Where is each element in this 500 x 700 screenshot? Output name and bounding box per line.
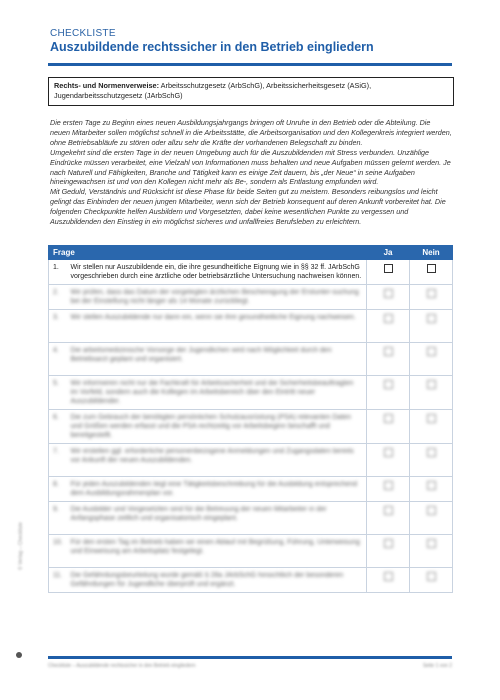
yes-cell — [367, 343, 410, 376]
yes-checkbox[interactable] — [384, 448, 393, 457]
yes-cell — [367, 568, 410, 593]
row-question: Wir stellen Auszubildende nur dann ein, wenn sie ihre gesundheitliche Eignung nachweisen. — [67, 310, 367, 343]
no-checkbox[interactable] — [427, 289, 436, 298]
table-row — [49, 285, 453, 310]
row-number: 11. — [49, 568, 67, 593]
footer-text: Checkliste – Auszubildende rechtssicher in den Betrieb eingliedern — [48, 663, 196, 669]
yes-cell — [367, 376, 410, 410]
yes-checkbox[interactable] — [384, 506, 393, 515]
yes-checkbox[interactable] — [384, 414, 393, 423]
no-checkbox[interactable] — [427, 506, 436, 515]
row-number: 4. — [49, 343, 67, 376]
no-checkbox[interactable] — [427, 448, 436, 457]
header-rule — [48, 63, 452, 66]
no-cell — [410, 477, 453, 502]
no-checkbox[interactable] — [427, 414, 436, 423]
references-text: Arbeitsschutzgesetz (ArbSchG), Arbeitssicherheitsgesetz (ASiG), Jugendarbeitsschutzgesetz (JArbSchG) — [54, 81, 372, 100]
row-question: Die arbeitsmedizinische Vorsorge der Jugendlichen wird nach Möglichkeit durch den Betriebsarzt geplant und organisiert. — [67, 343, 367, 376]
row-number: 10. — [49, 535, 67, 568]
yes-cell — [367, 260, 410, 285]
row-number: 7. — [49, 444, 67, 477]
references-box — [48, 77, 454, 106]
yes-cell — [367, 444, 410, 477]
no-checkbox[interactable] — [427, 539, 436, 548]
yes-checkbox[interactable] — [384, 481, 393, 490]
table-row — [49, 502, 453, 535]
table-row — [49, 444, 453, 477]
yes-cell — [367, 502, 410, 535]
yes-cell — [367, 535, 410, 568]
row-number: 6. — [49, 410, 67, 444]
table-row — [49, 260, 453, 285]
no-cell — [410, 535, 453, 568]
side-text: © Verlag – Checkliste — [18, 522, 24, 570]
yes-cell — [367, 285, 410, 310]
no-checkbox[interactable] — [427, 380, 436, 389]
row-question: Die Gefährdungsbeurteilung wurde gemäß § 28a JArbSchG hinsichtlich der besonderen Gefährdungen für Jugendliche überprüft und ergänzt. — [67, 568, 367, 593]
row-question: Wir prüfen, dass das Datum der vorgelegten ärztlichen Bescheinigung der Erstunter-suchung bei der Einstellung nicht länger als 14 Monate zurückliegt. — [67, 285, 367, 310]
yes-checkbox[interactable] — [384, 289, 393, 298]
no-checkbox[interactable] — [427, 481, 436, 490]
row-number: 2. — [49, 285, 67, 310]
row-question: Für den ersten Tag im Betrieb haben wir einen Ablauf mit Begrüßung, Führung, Unterweisung und Einweisung am Arbeitsplatz festgelegt. — [67, 535, 367, 568]
yes-cell — [367, 310, 410, 343]
no-checkbox[interactable] — [427, 347, 436, 356]
no-cell — [410, 343, 453, 376]
footer — [48, 663, 452, 669]
checklist-table — [48, 245, 453, 593]
row-question: Die Ausbilder und Vorgesetzten sind für die Betreuung der neuen Mitarbeiter in der Anfangsphase zeitlich und organisatorisch eingeplant. — [67, 502, 367, 535]
yes-checkbox[interactable] — [384, 380, 393, 389]
row-number: 1. — [49, 260, 67, 285]
table-row — [49, 568, 453, 593]
yes-checkbox[interactable] — [384, 539, 393, 548]
header-no: Nein — [410, 246, 453, 260]
table-row — [49, 477, 453, 502]
table-row — [49, 535, 453, 568]
table-row — [49, 376, 453, 410]
footer-rule — [48, 656, 452, 659]
row-question: Wir erstellen ggf. erforderliche personenbezogene Anmeldungen und Zugangsdaten bereits vor Ankunft der neuen Auszubildenden. — [67, 444, 367, 477]
row-question: Für jeden Auszubildenden liegt eine Tätigkeitsbeschreibung für die Ausbildung entsprechend dem Ausbildungsrahmenplan vor. — [67, 477, 367, 502]
yes-cell — [367, 477, 410, 502]
document-kicker: CHECKLISTE — [50, 28, 116, 39]
table-row — [49, 310, 453, 343]
no-checkbox[interactable] — [427, 314, 436, 323]
yes-checkbox[interactable] — [384, 572, 393, 581]
no-cell — [410, 260, 453, 285]
table-header-row — [49, 246, 453, 260]
no-cell — [410, 502, 453, 535]
row-number: 5. — [49, 376, 67, 410]
no-checkbox[interactable] — [427, 572, 436, 581]
table-row — [49, 410, 453, 444]
side-marker — [16, 652, 22, 658]
intro-paragraph: Die ersten Tage zu Beginn eines neuen Ausbildungsjahrgangs bringen oft Unruhe in den Betrieb oder die Abteilung. Die neuen Mitarbeiter sollen möglichst schnell in die Arbeitsstätte, die Arbeitsorganisation und den Kollegenkreis integriert werden, ohne Betriebsabläufe zu stören oder allzu sehr die Kräfte der vorhandenen Belegschaft zu binden. Umgekehrt sind die ersten Tage in der neuen Umgebung auch für die Auszubildenden mit Stress verbunden. Unzählige Eindrücke müssen verarbeitet, eine Vielzahl von Informationen muss behalten und neue Aufgaben müssen gelernt werden. Je nach Naturell und Fähigkeiten, Branche und Tätigkeit kann es einige Zeit dauern, bis „der Neue“ in seine Aufgaben hineingewachsen ist und von den Kollegen nicht mehr als Be-, sondern als Entlastung empfunden wird. Mit Geduld, Verständnis und Rücksicht ist diese Phase für beide Seiten gut zu meistern. Besonders reibungslos und leicht gelingt das Einbinden der neuen jungen Mitarbeiter, wenn sich der Betrieb konsequent auf deren Ankunft vorbereitet hat. Die folgenden Checkpunkte helfen Ausbildern und Vorgesetzten, dabei keine wesentlichen Punkte zu vergessen und Auszubildenden den Einstieg in ein möglichst sicheres und unfallfreies Berufsleben zu erleichtern. — [50, 118, 452, 227]
no-cell — [410, 410, 453, 444]
yes-checkbox[interactable] — [384, 264, 393, 273]
no-cell — [410, 376, 453, 410]
header-yes: Ja — [367, 246, 410, 260]
row-question: Die zum Gebrauch der benötigten persönlichen Schutzausrüstung (PSA) relevanten Daten und Größen werden erfasst und die PSA rechtzeitig vor Arbeitsbeginn beschafft und bereitgestellt. — [67, 410, 367, 444]
no-cell — [410, 310, 453, 343]
table-row — [49, 343, 453, 376]
header-question: Frage — [49, 246, 367, 260]
footer-page: Seite 1 von 2 — [422, 663, 452, 669]
yes-checkbox[interactable] — [384, 314, 393, 323]
references-label: Rechts- und Normenverweise: — [54, 81, 160, 90]
no-cell — [410, 285, 453, 310]
row-number: 8. — [49, 477, 67, 502]
yes-cell — [367, 410, 410, 444]
no-cell — [410, 568, 453, 593]
row-number: 9. — [49, 502, 67, 535]
no-cell — [410, 444, 453, 477]
no-checkbox[interactable] — [427, 264, 436, 273]
yes-checkbox[interactable] — [384, 347, 393, 356]
document-title: Auszubildende rechtssicher in den Betrieb eingliedern — [50, 40, 374, 54]
row-question: Wir informieren nicht nur die Fachkraft für Arbeitssicherheit und die Sicherheitsbeauftragten im Vorfeld, sondern auch die Kollegen im Arbeitsbereich über den Eintritt neuer Auszubildender. — [67, 376, 367, 410]
row-number: 3. — [49, 310, 67, 343]
row-question: Wir stellen nur Auszubildende ein, die ihre gesundheitliche Eignung wie in §§ 32 ff. JArbSchG vorgeschrieben durch eine ärztliche oder betriebsärztliche Untersuchung nachweisen können. — [67, 260, 367, 285]
